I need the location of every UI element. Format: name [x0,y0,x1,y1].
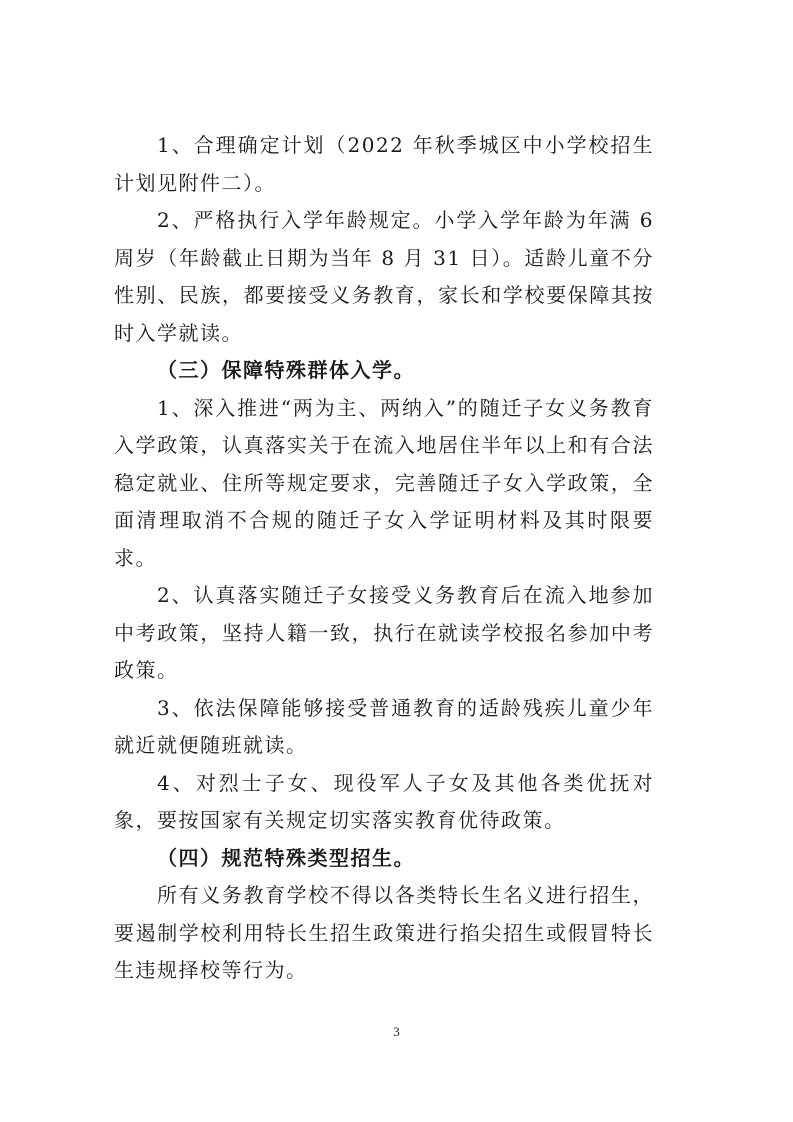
paragraph-talent-students: 所有义务教育学校不得以各类特长生名义进行招生，要遏制学校利用特长生招生政策进行掐尖招生或假冒特长生违规择校等行为。 [114,883,654,982]
paragraph-martyr-children: 4、对烈士子女、现役军人子女及其他各类优抚对象，要按国家有关规定切实落实教育优待政策。 [114,770,654,832]
paragraph-plan: 1、合理确定计划（2022 年秋季城区中小学校招生计划见附件二）。 [114,133,654,195]
section-heading-special-groups: （三）保障特殊群体入学。 [157,358,415,382]
section-heading-special-admission: （四）规范特殊类型招生。 [157,845,415,870]
paragraph-disabled-children: 3、依法保障能够接受普通教育的适龄残疾儿童少年就近就便随班就读。 [114,695,654,757]
page-number: 3 [393,1024,400,1039]
paragraph-migrant-children: 1、深入推进“两为主、两纳入”的随迁子女义务教育入学政策，认真落实关于在流入地居住半年以上和有合法稳定就业、住所等规定要求，完善随迁子女入学政策，全面清理取消不合规的随迁子女入学证明材料及其时限要求。 [114,395,654,570]
document-body [114,127,654,990]
paragraph-age-rule: 2、严格执行入学年龄规定。小学入学年龄为年满 6 周岁（年龄截止日期为当年 8 月 31 日）。适龄儿童不分性别、民族，都要接受义务教育，家长和学校要保障其按时入学就读。 [114,208,654,345]
paragraph-exam-policy: 2、认真落实随迁子女接受义务教育后在流入地参加中考政策，坚持人籍一致，执行在就读学校报名参加中考政策。 [114,583,654,682]
